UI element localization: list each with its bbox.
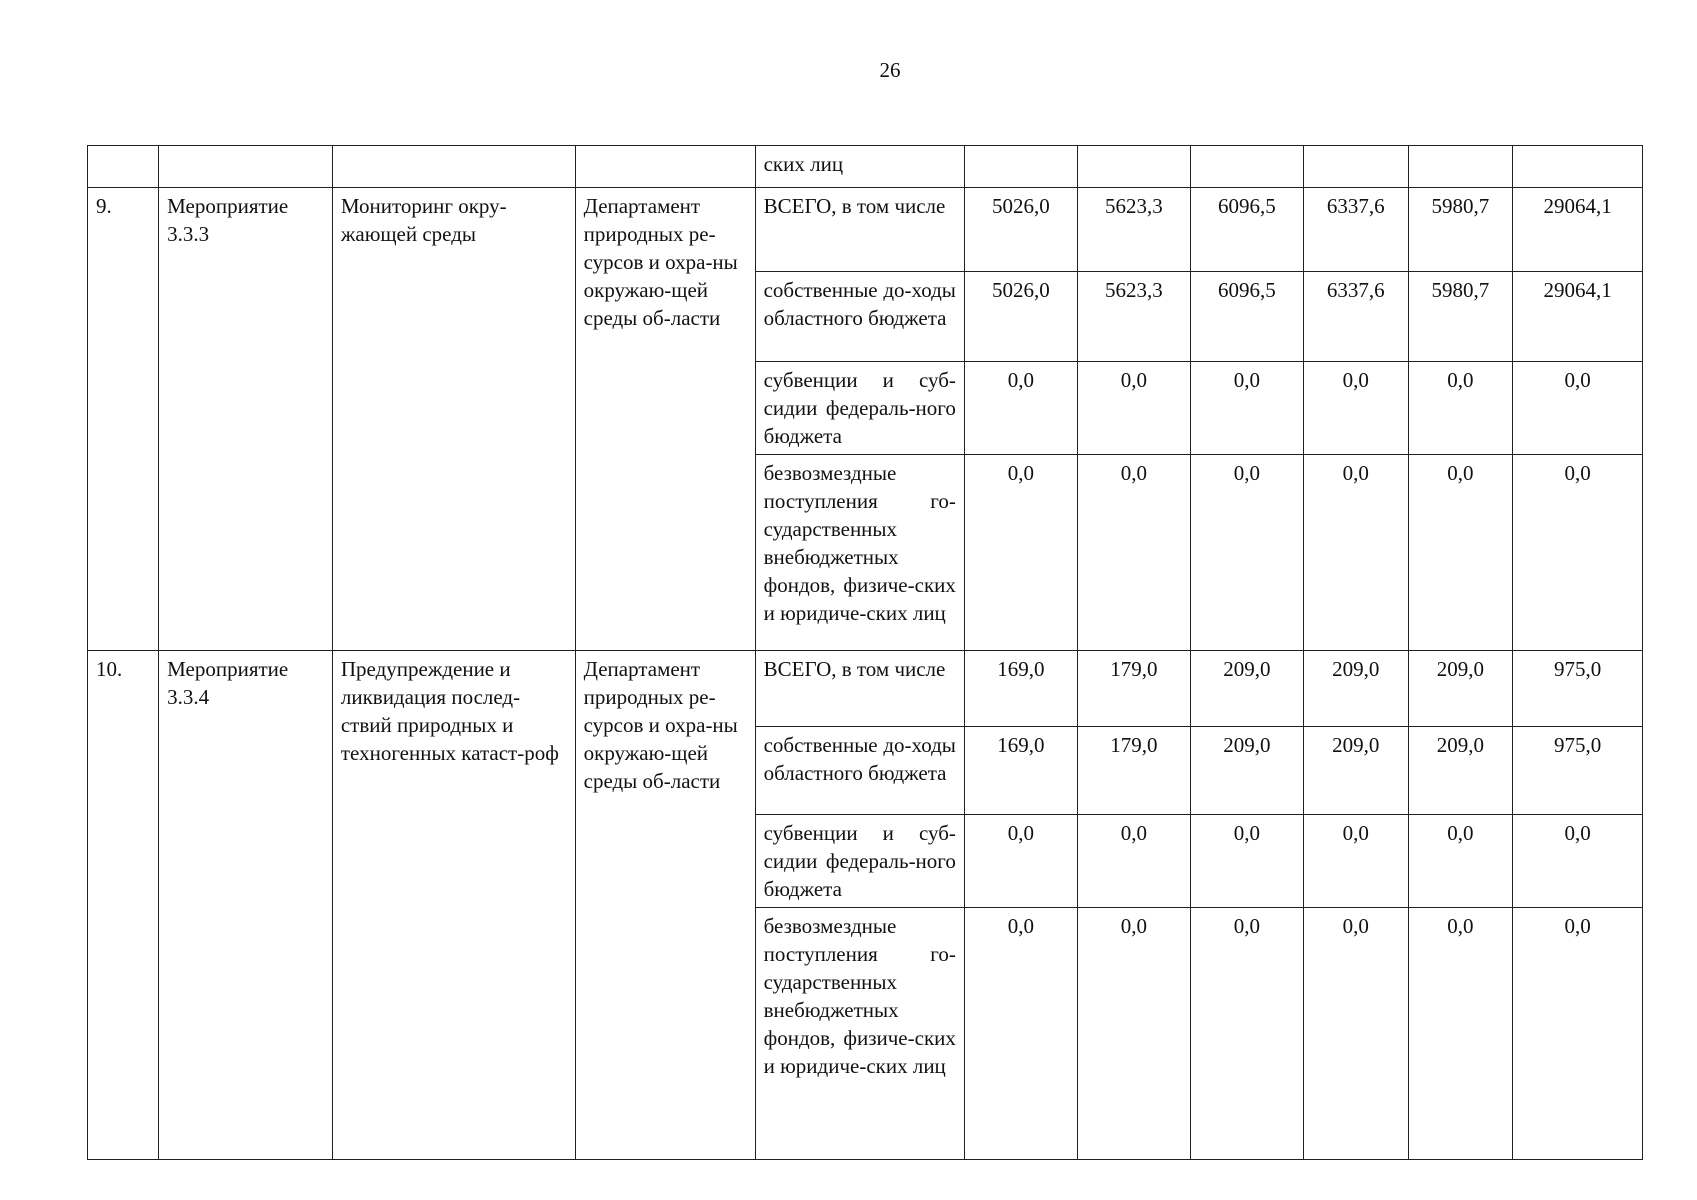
value-cell: 209,0 [1408,651,1513,727]
value-cell: 0,0 [964,362,1077,455]
value-cell: 179,0 [1077,727,1190,815]
source-cell: ских лиц [755,146,964,188]
empty-cell [1303,146,1408,188]
executor: Департамент природных ре-сурсов и охра-ны окружаю-щей среды об-ласти [575,188,755,651]
empty-cell [88,146,159,188]
value-cell: 0,0 [1303,815,1408,908]
empty-cell [1408,146,1513,188]
value-cell: 29064,1 [1513,272,1643,362]
table-row [88,651,1643,727]
measure-title: Мониторинг окру-жающей среды [332,188,575,651]
value-cell: 179,0 [1077,651,1190,727]
value-cell: 6096,5 [1190,272,1303,362]
value-cell: 0,0 [1513,362,1643,455]
value-cell: 29064,1 [1513,188,1643,272]
empty-cell [159,146,333,188]
value-cell: 0,0 [1077,455,1190,651]
empty-cell [575,146,755,188]
row-index: 9. [88,188,159,651]
value-cell: 5980,7 [1408,272,1513,362]
value-cell: 5026,0 [964,272,1077,362]
value-cell: 209,0 [1408,727,1513,815]
value-cell: 0,0 [1190,455,1303,651]
value-cell: 6337,6 [1303,272,1408,362]
source-cell: ВСЕГО, в том числе [755,188,964,272]
value-cell: 0,0 [1190,815,1303,908]
source-cell: безвозмездные поступления го-сударственных внебюджетных фондов, физиче-ских и юридиче-ских лиц [755,908,964,1160]
value-cell: 209,0 [1190,651,1303,727]
value-cell: 6337,6 [1303,188,1408,272]
value-cell: 0,0 [1408,908,1513,1160]
source-cell: безвозмездные поступления го-сударственных внебюджетных фондов, физиче-ских и юридиче-ских лиц [755,455,964,651]
page-number: 26 [879,58,901,82]
value-cell: 0,0 [964,908,1077,1160]
measure-title: Предупреждение и ликвидация послед-ствий природных и техногенных катаст-роф [332,651,575,1160]
empty-cell [332,146,575,188]
value-cell: 209,0 [1303,651,1408,727]
value-cell: 0,0 [1513,815,1643,908]
value-cell: 209,0 [1303,727,1408,815]
value-cell: 0,0 [1303,908,1408,1160]
empty-cell [1077,146,1190,188]
measure-code: Мероприятие 3.3.3 [159,188,333,651]
value-cell: 0,0 [1513,455,1643,651]
value-cell: 169,0 [964,651,1077,727]
source-cell: субвенции и суб-сидии федераль-ного бюджета [755,815,964,908]
value-cell: 5623,3 [1077,188,1190,272]
value-cell: 5623,3 [1077,272,1190,362]
value-cell: 5980,7 [1408,188,1513,272]
value-cell: 0,0 [1303,362,1408,455]
value-cell: 209,0 [1190,727,1303,815]
source-cell: собственные до-ходы областного бюджета [755,272,964,362]
value-cell: 0,0 [1408,362,1513,455]
value-cell: 0,0 [964,815,1077,908]
executor: Департамент природных ре-сурсов и охра-ны окружаю-щей среды об-ласти [575,651,755,1160]
measure-code: Мероприятие 3.3.4 [159,651,333,1160]
budget-table [87,145,1643,1160]
value-cell: 0,0 [1408,455,1513,651]
value-cell: 5026,0 [964,188,1077,272]
value-cell: 0,0 [1303,455,1408,651]
source-cell: ВСЕГО, в том числе [755,651,964,727]
value-cell: 0,0 [1190,362,1303,455]
value-cell: 0,0 [1077,908,1190,1160]
value-cell: 975,0 [1513,651,1643,727]
row-index: 10. [88,651,159,1160]
value-cell: 975,0 [1513,727,1643,815]
value-cell: 0,0 [964,455,1077,651]
value-cell: 6096,5 [1190,188,1303,272]
value-cell: 169,0 [964,727,1077,815]
value-cell: 0,0 [1077,362,1190,455]
value-cell: 0,0 [1408,815,1513,908]
empty-cell [1513,146,1643,188]
continued-row [88,146,1643,188]
value-cell: 0,0 [1190,908,1303,1160]
value-cell: 0,0 [1077,815,1190,908]
value-cell: 0,0 [1513,908,1643,1160]
source-cell: собственные до-ходы областного бюджета [755,727,964,815]
source-cell: субвенции и суб-сидии федераль-ного бюджета [755,362,964,455]
empty-cell [1190,146,1303,188]
empty-cell [964,146,1077,188]
table-row [88,188,1643,272]
